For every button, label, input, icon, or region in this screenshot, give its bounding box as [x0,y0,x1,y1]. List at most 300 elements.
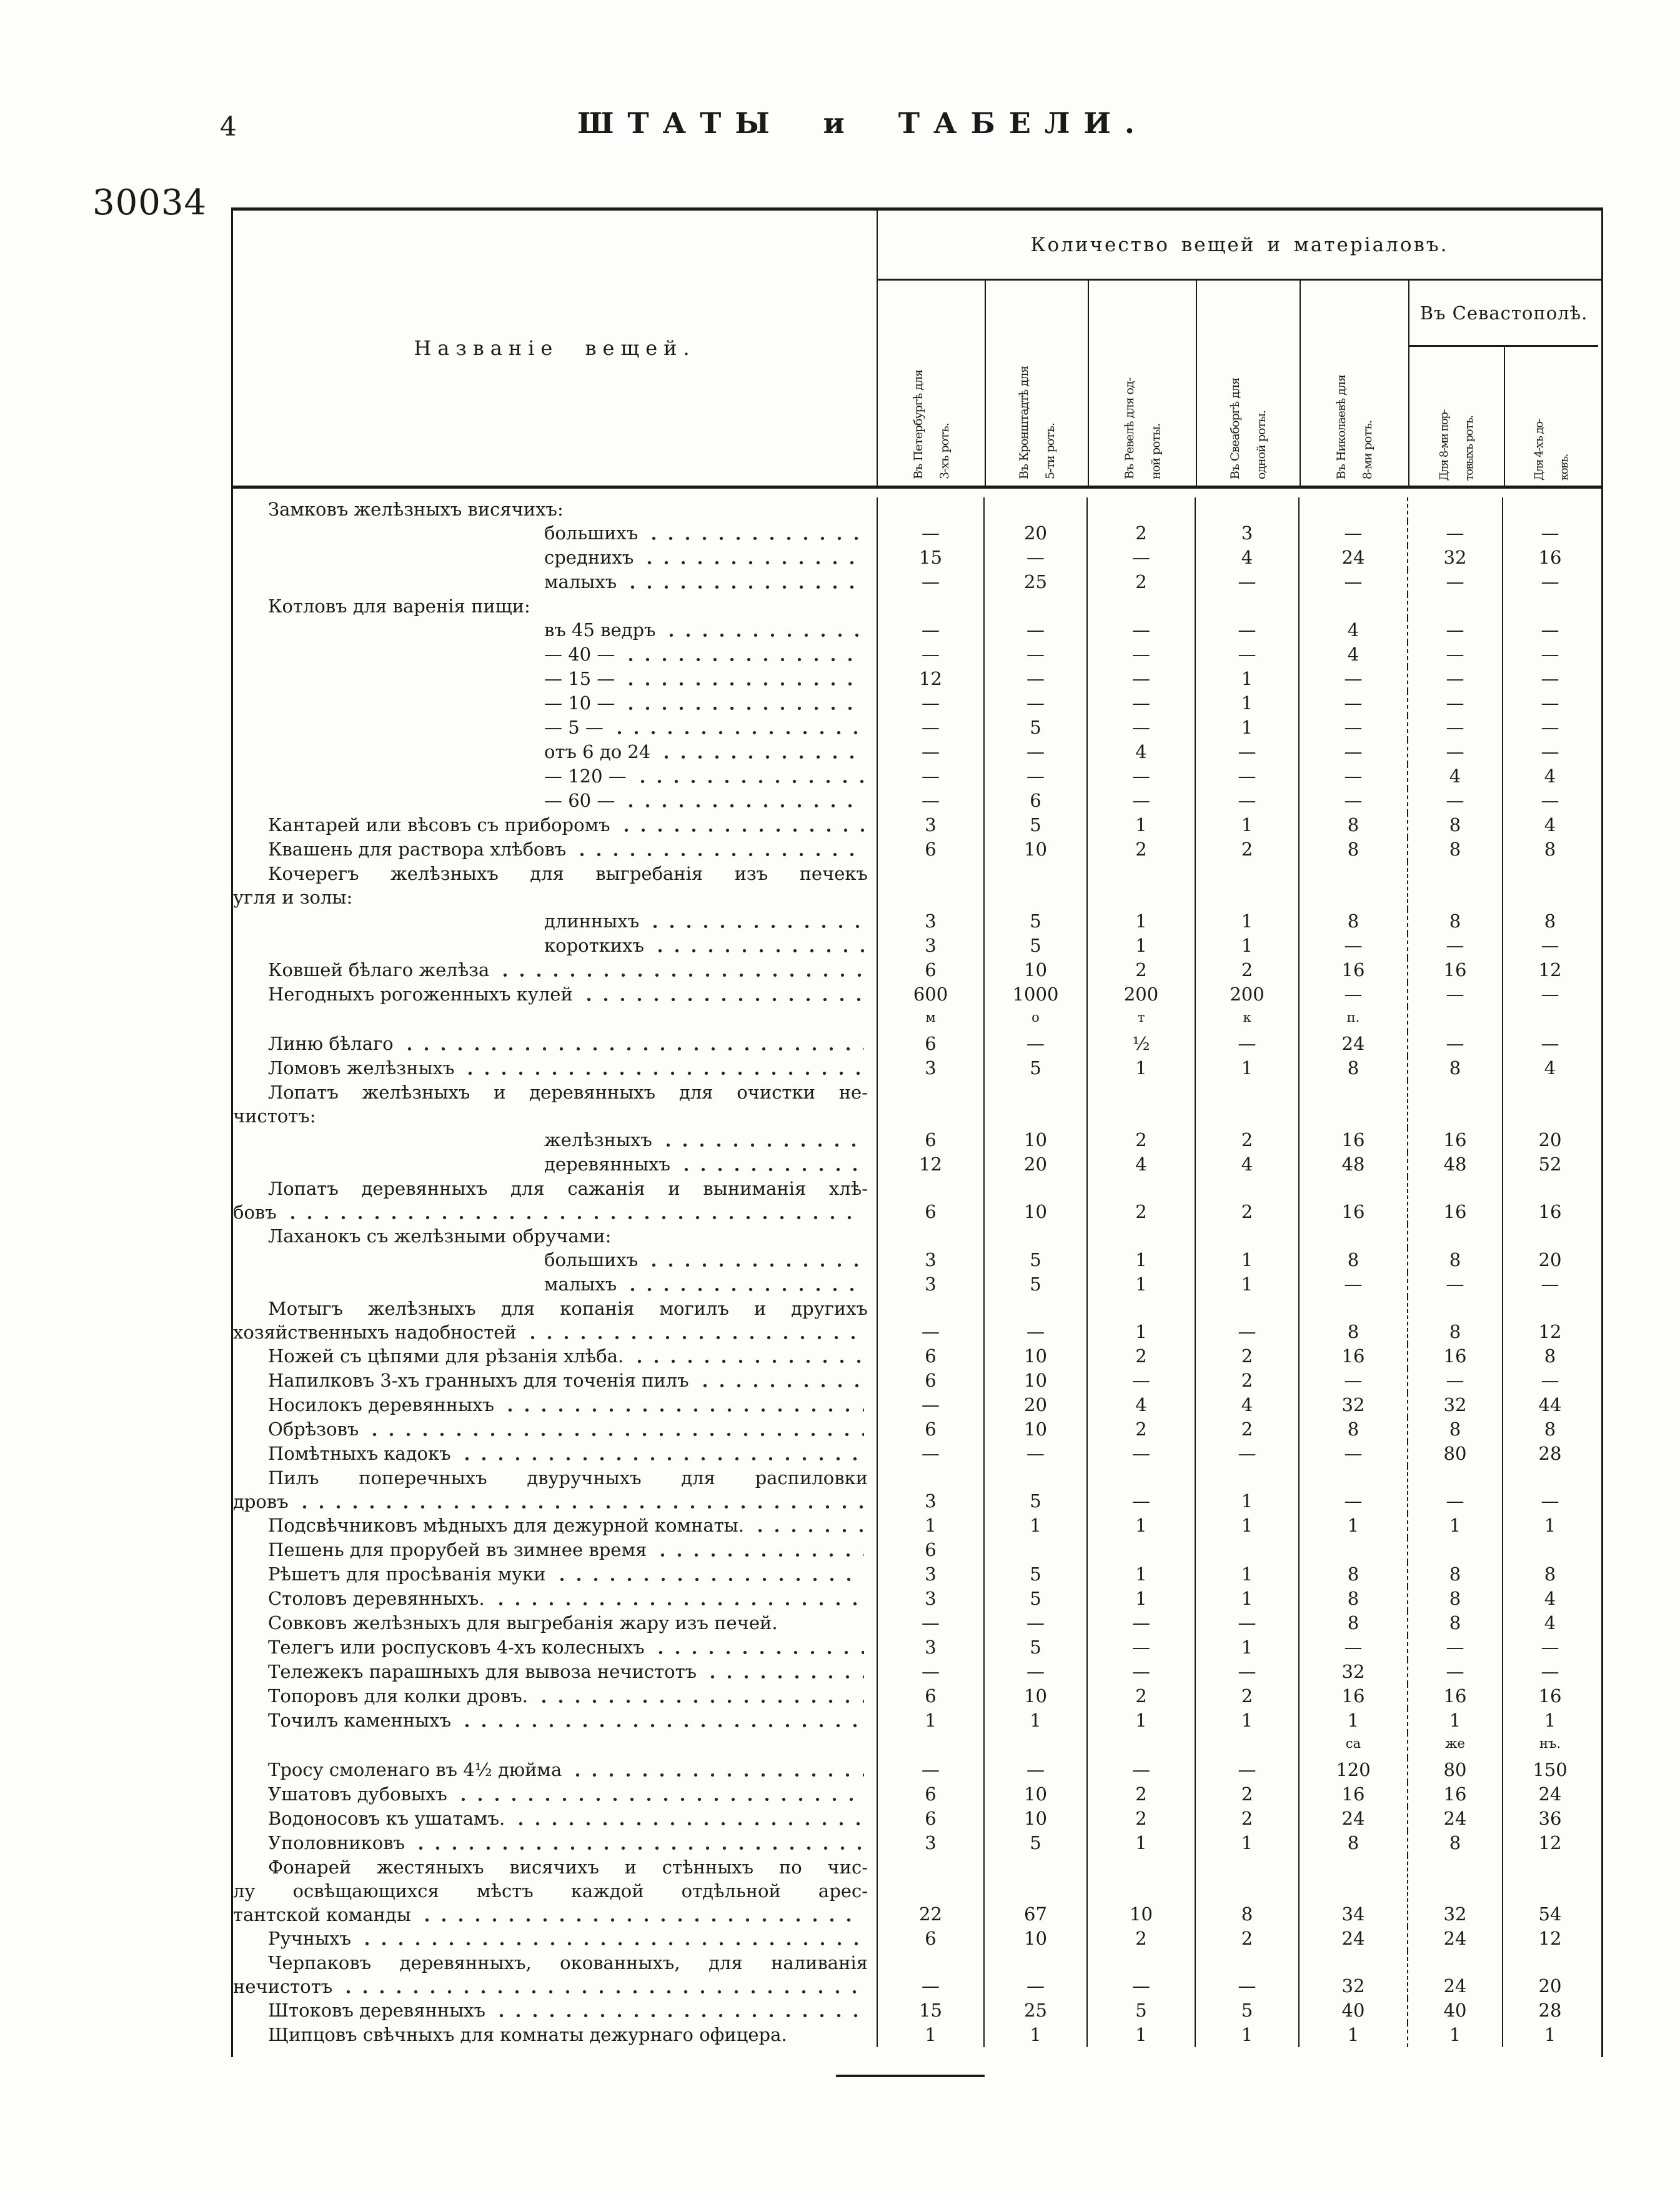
quantity-cell [1298,1587,1407,1611]
quantity-cell [1086,716,1195,740]
quantity-cell [1086,1128,1195,1152]
quantity-cell [1195,1758,1298,1782]
quantity-value: 20 [1024,1394,1047,1415]
quantity-value: 4 [1544,765,1556,787]
quantity-value: — [1446,935,1464,956]
quantity-cell [1195,1417,1298,1442]
quantity-cell [1407,1513,1502,1538]
quantity-value: 6 [925,1419,937,1440]
quantity-cell [1086,1248,1195,1272]
quantity-value: — [1238,1033,1256,1054]
quantity-cell [1086,1831,1195,1855]
quantity-value: — [1344,717,1363,738]
quantity-cell [1195,667,1298,691]
quantity-cell [877,1587,983,1611]
quantity-cell [1298,546,1407,570]
table-header [233,211,1601,489]
dot-leader [623,1272,864,1296]
quantity-cell [877,1998,983,2023]
quantity-value: 15 [919,2000,942,2021]
quantity-value: 8 [1347,839,1359,860]
quantity-value: 4 [1449,765,1461,787]
label-line [233,1224,868,1248]
column-label-line: 8-ми ротъ. [1361,420,1374,479]
quantity-value: 4 [1544,1057,1556,1079]
quantity-cell [1407,1855,1502,1927]
quantity-value: нъ. [1539,1736,1561,1751]
label-line [233,1490,868,1513]
label-text: большихъ [544,522,639,544]
quantity-cell [1502,497,1597,521]
quantity-value: 36 [1538,1808,1562,1829]
quantity-value: 1 [1135,1057,1147,1079]
dot-leader [457,1708,864,1732]
quantity-value: 48 [1341,1154,1365,1175]
item-label [233,1032,877,1056]
quantity-cell [983,1708,1086,1733]
quantity-cell [983,546,1086,570]
quantity-cell [1502,1684,1597,1708]
label-text: короткихъ [544,935,644,956]
quantity-cell [1298,570,1407,594]
quantity-cell [1298,716,1407,740]
quantity-value: — [1344,1274,1363,1295]
quantity-cell [1502,642,1597,667]
item-label [233,1466,877,1513]
quantity-cell [1086,691,1195,716]
quantity-value: — [1344,571,1363,592]
label-line [233,909,868,933]
quantity-value: 1 [1241,1274,1253,1295]
quantity-cell [877,789,983,813]
quantity-value: — [1132,644,1150,665]
label-text: Подсвѣчниковъ мѣдныхъ для дежурной комнаты. [268,1515,744,1536]
quantity-cell [1298,862,1407,909]
quantity-value: — [1132,717,1150,738]
label-line [233,1562,868,1586]
item-label [233,1297,877,1344]
quantity-value: — [922,790,940,811]
quantity-value: 32 [1341,1394,1365,1415]
table-row [233,1782,1601,1807]
vertical-label [1011,366,1063,479]
quantity-cell [983,1998,1086,2023]
quantity-cell [1407,570,1502,594]
quantity-cell [1086,1684,1195,1708]
item-label [233,1587,877,1611]
quantity-cell [1298,958,1407,982]
quantity-value: 24 [1443,1808,1467,1829]
quantity-value: — [1541,571,1559,592]
quantity-cell [877,1128,983,1152]
table-row [233,1393,1601,1417]
quantity-value: 20 [1024,522,1047,544]
quantity-cell [983,716,1086,740]
quantity-value: 1 [1135,1563,1147,1585]
quantity-value: — [1541,1274,1559,1295]
quantity-cell [1086,521,1195,546]
label-line [233,1660,868,1683]
quantity-cell [1298,1562,1407,1587]
quantity-header: Количество вещей и матеріаловъ. [878,211,1601,281]
dot-leader [659,1128,864,1152]
quantity-cell [983,1513,1086,1538]
dot-leader [617,813,864,837]
label-line [233,667,868,691]
quantity-value: 34 [1341,1903,1365,1925]
quantity-value: — [1541,1661,1559,1682]
label-text: Негодныхъ рогоженныхъ кулей [268,984,573,1005]
quantity-cell [1086,1951,1195,1998]
quantity-cell [1407,1393,1502,1417]
quantity-cell [1195,1708,1298,1733]
quantity-cell [1195,837,1298,862]
quantity-value: 1 [1347,2024,1359,2045]
vertical-label [1328,375,1381,479]
item-label [233,1248,877,1272]
quantity-value: 5 [1030,717,1041,738]
quantity-cell [1086,594,1195,618]
dot-leader [630,1344,864,1368]
quantity-value: 1 [1135,1321,1147,1342]
quantity-value: 1 [1030,1710,1041,1731]
quantity-value: — [1132,1975,1150,1997]
quantity-cell [983,958,1086,982]
item-label [233,546,877,570]
dot-leader [621,691,864,715]
quantity-section [878,211,1601,486]
quantity-value: 16 [1443,1201,1467,1222]
table-row [233,934,1601,958]
quantity-cell [1086,1927,1195,1951]
quantity-cell [1195,862,1298,909]
quantity-value: 4 [1544,1588,1556,1609]
quantity-cell [1407,1562,1502,1587]
label-line [233,1104,868,1128]
table-row [233,546,1601,570]
quantity-value: 1 [1135,1588,1147,1609]
dot-leader [460,1056,864,1080]
table-row [233,740,1601,764]
label-line [233,497,868,521]
quantity-cell [1086,1733,1195,1758]
quantity-cell [1407,594,1502,618]
label-text: малыхъ [544,1274,617,1295]
label-line [233,789,868,812]
label-text: Черпаковъ деревянныхъ, окованныхъ, для наливанія [268,1952,868,1973]
quantity-value: — [1132,668,1150,689]
quantity-cell [1195,1587,1298,1611]
quantity-cell [1086,1708,1195,1733]
label-line [233,546,868,569]
label-text: Столовъ деревянныхъ. [268,1588,485,1609]
table-row [233,982,1601,1007]
label-text: желѣзныхъ [544,1129,652,1150]
quantity-value: 1 [925,1515,937,1536]
quantity-cell [1298,1660,1407,1684]
quantity-cell [877,1466,983,1513]
quantity-cell [1195,1782,1298,1807]
quantity-cell [1407,740,1502,764]
quantity-cell [1195,1177,1298,1224]
quantity-cell [983,570,1086,594]
quantity-value: 1 [1241,1588,1253,1609]
column-label-line: Въ Ревелѣ для од- [1122,378,1136,479]
label-line [233,1635,868,1659]
quantity-cell [1502,1635,1597,1660]
quantity-cell [1195,1927,1298,1951]
quantity-cell [1195,813,1298,837]
quantity-cell [1407,667,1502,691]
quantity-cell [1298,1611,1407,1635]
quantity-value: — [1238,644,1256,665]
quantity-value: 1 [1135,1832,1147,1853]
table-row [233,716,1601,740]
column-header-petersburg [878,281,985,486]
table-row [233,1758,1601,1782]
quantity-cell [1086,1807,1195,1831]
label-line [233,1684,868,1708]
quantity-value: 44 [1538,1394,1562,1415]
quantity-cell [1298,740,1407,764]
quantity-value: — [1026,1975,1045,1997]
quantity-cell [1298,1272,1407,1297]
item-label [233,642,877,667]
quantity-value: 6 [925,1129,937,1150]
quantity-cell [1407,1248,1502,1272]
quantity-cell [1086,740,1195,764]
quantity-value: — [922,1975,940,1997]
quantity-value: 10 [1024,1685,1047,1707]
quantity-value: — [1026,1612,1045,1633]
quantity-value: 20 [1538,1129,1562,1150]
quantity-value: 1 [1347,1710,1359,1731]
quantity-cell [983,667,1086,691]
dot-leader [411,1831,864,1855]
quantity-value: 1 [1241,910,1253,932]
quantity-cell [1407,1056,1502,1080]
label-line [233,2023,868,2047]
item-label [233,862,877,909]
item-label [233,1369,877,1393]
quantity-value: — [1238,765,1256,787]
quantity-cell [1502,2023,1597,2047]
quantity-cell [1407,1538,1502,1562]
item-label [233,691,877,716]
quantity-value: — [1238,1612,1256,1633]
quantity-cell [1502,1733,1597,1758]
dot-leader [644,521,864,545]
quantity-value: — [1344,935,1363,956]
table-frame [231,207,1603,2057]
quantity-value: 2 [1241,1345,1253,1367]
table-row [233,1611,1601,1635]
quantity-cell [1086,934,1195,958]
item-label [233,1733,877,1758]
quantity-cell [877,1513,983,1538]
table-row [233,1927,1601,1951]
quantity-value: 3 [925,1490,937,1512]
quantity-cell [1502,1466,1597,1513]
dot-leader [750,1513,864,1537]
quantity-value: 4 [1135,1154,1147,1175]
label-text: Телегъ или роспусковъ 4-хъ колесныхъ [268,1637,645,1658]
item-label [233,1344,877,1369]
quantity-cell [877,813,983,837]
dot-leader [454,1782,864,1806]
quantity-value: — [1541,717,1559,738]
quantity-value: 16 [1341,1201,1365,1222]
label-text: Топоровъ для колки дровъ. [268,1685,528,1707]
dot-leader [579,982,864,1006]
quantity-cell [1502,1080,1597,1128]
quantity-cell [1407,2023,1502,2047]
quantity-value: 1 [1135,1710,1147,1731]
quantity-value: 1 [1544,1515,1556,1536]
label-text: Напилковъ 3-хъ гранныхъ для точенія пилъ [268,1370,689,1391]
quantity-value: — [1344,522,1363,544]
item-label [233,934,877,958]
quantity-cell [1502,594,1597,618]
quantity-cell [983,740,1086,764]
label-text: чистотъ: [233,1105,316,1127]
quantity-value: 8 [1449,814,1461,835]
quantity-cell [1502,1758,1597,1782]
quantity-cell [1086,862,1195,909]
quantity-cell [1407,1272,1502,1297]
label-text: Ручныхъ [268,1928,351,1949]
item-label [233,594,877,618]
item-label [233,1998,877,2023]
quantity-value: — [922,522,940,544]
quantity-cell [1502,1998,1597,2023]
quantity-value: 6 [925,1928,937,1949]
label-text: хозяйственныхъ надобностей [233,1322,517,1343]
label-text: Помѣтныхъ кадокъ [268,1443,451,1464]
quantity-cell [983,1733,1086,1758]
quantity-value: 10 [1024,959,1047,980]
label-line [233,1975,868,1998]
quantity-cell [1502,740,1597,764]
item-label [233,1831,877,1855]
quantity-value: 4 [1347,619,1359,641]
item-label [233,1442,877,1466]
label-text: — 60 — [544,790,615,811]
table-row [233,1562,1601,1587]
quantity-value: 2 [1241,839,1253,860]
quantity-value: — [1238,571,1256,592]
quantity-cell [1407,1080,1502,1128]
column-label-line: 5-ти ротъ. [1043,423,1057,479]
quantity-value: — [1446,668,1464,689]
column-group-sevastopol [1408,281,1598,486]
label-line [233,1056,868,1080]
quantity-value: — [1026,644,1045,665]
quantity-value: 32 [1443,1394,1467,1415]
table-row [233,1417,1601,1442]
dot-leader [703,1660,864,1683]
quantity-cell [983,1080,1086,1128]
quantity-value: 80 [1443,1759,1467,1780]
quantity-value: — [922,619,940,641]
quantity-cell [1502,691,1597,716]
page-title: ШТАТЫ и ТАБЕЛИ. [577,106,1149,140]
label-text: бовъ [233,1202,277,1223]
quantity-value: 80 [1443,1443,1467,1464]
quantity-value: 16 [1341,1345,1365,1367]
quantity-cell [877,1635,983,1660]
table-row [233,1056,1601,1080]
quantity-cell [983,1248,1086,1272]
label-text: Ковшей бѣлаго желѣза [268,959,490,980]
quantity-value: — [1026,765,1045,787]
label-text: лу освѣщающихся мѣстъ каждой отдѣльной арес- [233,1880,868,1902]
quantity-cell [1195,789,1298,813]
quantity-cell [1502,1224,1597,1248]
quantity-cell [1407,1831,1502,1855]
quantity-cell [1407,1807,1502,1831]
label-line [233,1297,868,1320]
table-row [233,1442,1601,1466]
table-row [233,1587,1601,1611]
quantity-value: — [1026,1443,1045,1464]
item-label [233,1611,877,1635]
quantity-cell [1195,982,1298,1007]
quantity-value: 1 [1449,1515,1461,1536]
quantity-value: — [922,1443,940,1464]
label-line [233,1998,868,2022]
quantity-cell [983,1611,1086,1635]
quantity-value: 150 [1533,1759,1568,1780]
table-row [233,1032,1601,1056]
quantity-value: — [922,765,940,787]
table-body [233,489,1601,2057]
quantity-cell [983,497,1086,521]
table-row [233,909,1601,934]
quantity-value: 4 [1544,1612,1556,1633]
quantity-value: 3 [925,1274,937,1295]
quantity-cell [1195,1152,1298,1177]
quantity-value: 16 [1341,1129,1365,1150]
quantity-value: — [1541,644,1559,665]
quantity-value: — [1238,1443,1256,1464]
label-text: длинныхъ [544,910,640,932]
quantity-cell [1502,1248,1597,1272]
quantity-cell [1502,1611,1597,1635]
quantity-value: — [1541,984,1559,1005]
quantity-cell [1195,1272,1298,1297]
quantity-value: — [1344,1490,1363,1512]
quantity-value: — [1026,1661,1045,1682]
items-table [231,207,1603,2077]
quantity-cell [983,1855,1086,1927]
quantity-cell [1502,1344,1597,1369]
quantity-cell [983,1007,1086,1032]
quantity-cell [1195,934,1298,958]
quantity-value: — [1238,1321,1256,1342]
quantity-value: — [1026,741,1045,762]
quantity-cell [1407,1684,1502,1708]
quantity-cell [1502,1587,1597,1611]
quantity-value: — [1238,790,1256,811]
quantity-cell [983,1224,1086,1248]
dot-leader [650,934,864,957]
label-text: Линю бѣлаго [268,1033,394,1054]
quantity-value: 32 [1341,1661,1365,1682]
quantity-value: 4 [1241,1154,1253,1175]
column-label-line: Для 8-ми пор- [1437,409,1451,481]
quantity-cell [1407,1344,1502,1369]
